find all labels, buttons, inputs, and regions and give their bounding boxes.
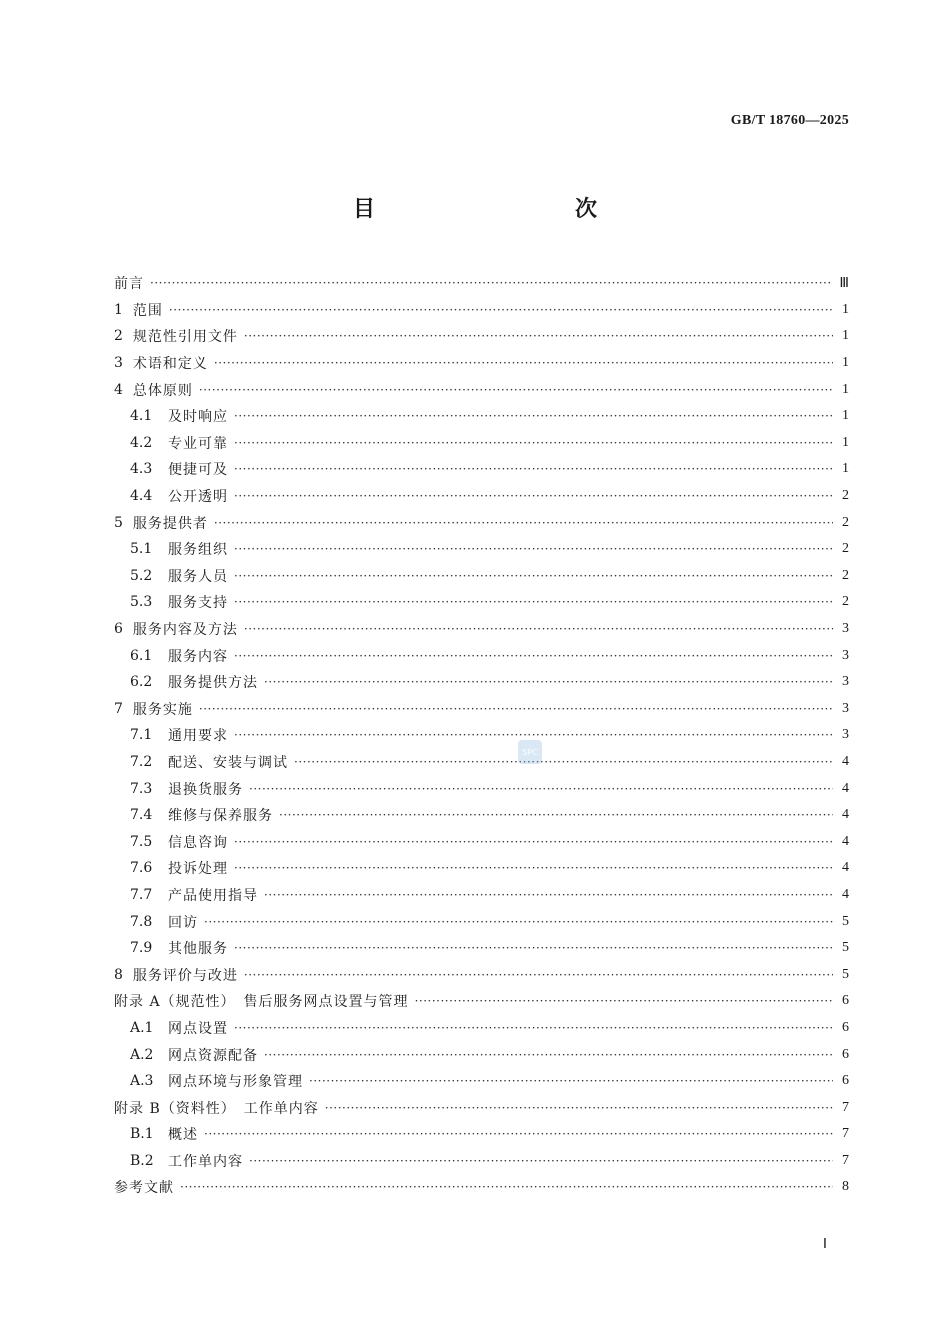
toc-dot-leader bbox=[244, 968, 833, 982]
toc-entry-number: B.2 bbox=[130, 1152, 154, 1169]
toc-entry[interactable] bbox=[114, 536, 849, 563]
toc-entry-number: 7.4 bbox=[130, 807, 153, 824]
toc-entry-label: 服务提供方法 bbox=[168, 675, 258, 692]
toc-entry-label: 及时响应 bbox=[168, 409, 228, 426]
toc-entry-number: 7.5 bbox=[130, 833, 153, 850]
toc-entry-page: 1 bbox=[842, 355, 849, 371]
toc-entry-page: 5 bbox=[842, 966, 849, 982]
toc-entry-number: 5.2 bbox=[130, 567, 153, 584]
toc-entry-number: 7.3 bbox=[130, 780, 153, 797]
toc-entry[interactable] bbox=[114, 456, 849, 483]
toc-entry-page: 6 bbox=[842, 1073, 849, 1089]
table-of-contents bbox=[114, 270, 849, 1201]
standard-code: GB/T 18760—2025 bbox=[730, 113, 849, 128]
toc-entry-page: 1 bbox=[842, 461, 849, 477]
toc-entry[interactable] bbox=[114, 669, 849, 696]
toc-dot-leader bbox=[234, 489, 833, 503]
toc-entry-page: 1 bbox=[842, 434, 849, 450]
toc-entry[interactable] bbox=[114, 1015, 849, 1042]
toc-dot-leader bbox=[199, 702, 833, 716]
toc-entry-number: 3 bbox=[114, 355, 123, 372]
toc-dot-leader bbox=[234, 409, 833, 423]
watermark-logo: SPC bbox=[518, 740, 542, 764]
toc-entry[interactable] bbox=[114, 961, 849, 988]
toc-entry-page: 1 bbox=[842, 328, 849, 344]
toc-entry-number: 7 bbox=[114, 700, 123, 717]
toc-entry-page: 3 bbox=[842, 727, 849, 743]
toc-dot-leader bbox=[180, 1180, 833, 1194]
toc-entry[interactable] bbox=[114, 802, 849, 829]
toc-entry-page: 3 bbox=[842, 674, 849, 690]
toc-entry-number: B.1 bbox=[130, 1126, 154, 1143]
toc-entry[interactable] bbox=[114, 563, 849, 590]
page-title: 目 次 bbox=[352, 196, 649, 222]
toc-entry-page: 4 bbox=[842, 780, 849, 796]
toc-entry-label: 服务支持 bbox=[168, 595, 228, 612]
toc-entry[interactable] bbox=[114, 589, 849, 616]
toc-entry[interactable] bbox=[114, 616, 849, 643]
toc-entry-number: 6.2 bbox=[130, 674, 153, 691]
toc-entry-label: 服务提供者 bbox=[132, 515, 208, 532]
toc-entry-number: 7.9 bbox=[130, 940, 153, 957]
toc-entry-page: 4 bbox=[842, 860, 849, 876]
toc-entry-number: 2 bbox=[114, 328, 123, 345]
toc-entry-number: 4.2 bbox=[130, 434, 153, 451]
toc-entry-label: 服务内容 bbox=[168, 648, 228, 665]
toc-entry-label: 投诉处理 bbox=[168, 861, 228, 878]
toc-entry[interactable] bbox=[114, 1094, 849, 1121]
toc-dot-leader bbox=[150, 276, 833, 290]
toc-entry-number: 1 bbox=[114, 301, 123, 318]
toc-entry-label: 前言 bbox=[114, 276, 144, 293]
toc-dot-leader bbox=[214, 356, 833, 370]
toc-dot-leader bbox=[309, 1074, 833, 1088]
toc-dot-leader bbox=[325, 1101, 833, 1115]
toc-dot-leader bbox=[234, 861, 833, 875]
toc-entry-label: 规范性引用文件 bbox=[132, 329, 238, 346]
toc-entry-page: 6 bbox=[842, 1019, 849, 1035]
toc-entry-page: 7 bbox=[842, 1099, 849, 1115]
toc-entry-label: 服务评价与改进 bbox=[132, 967, 238, 984]
toc-entry-page: 2 bbox=[842, 488, 849, 504]
toc-entry-label: 通用要求 bbox=[168, 728, 228, 745]
toc-dot-leader bbox=[244, 622, 833, 636]
toc-entry-number: 7.2 bbox=[130, 753, 153, 770]
toc-entry-page: 3 bbox=[842, 621, 849, 637]
toc-entry[interactable] bbox=[114, 1068, 849, 1095]
toc-entry-label: 维修与保养服务 bbox=[168, 808, 273, 825]
toc-entry-page: 8 bbox=[842, 1179, 849, 1195]
toc-dot-leader bbox=[234, 835, 833, 849]
toc-entry-page: 2 bbox=[842, 594, 849, 610]
toc-entry-number: 4 bbox=[114, 381, 123, 398]
toc-entry-page: 4 bbox=[842, 807, 849, 823]
toc-entry[interactable] bbox=[114, 1148, 849, 1175]
toc-entry[interactable] bbox=[114, 855, 849, 882]
toc-entry-page: 4 bbox=[842, 833, 849, 849]
toc-entry[interactable] bbox=[114, 828, 849, 855]
toc-entry[interactable] bbox=[114, 722, 849, 749]
toc-entry-label: 工作单内容 bbox=[168, 1153, 243, 1170]
toc-dot-leader bbox=[264, 675, 833, 689]
toc-dot-leader bbox=[234, 941, 833, 955]
toc-entry-page: 1 bbox=[842, 381, 849, 397]
toc-entry-number: 4.1 bbox=[130, 408, 153, 425]
toc-entry-page: 1 bbox=[842, 408, 849, 424]
toc-entry-page: 6 bbox=[842, 993, 849, 1009]
toc-entry-page: 7 bbox=[842, 1126, 849, 1142]
toc-entry-label: 概述 bbox=[168, 1127, 198, 1144]
toc-entry-number: 6.1 bbox=[130, 647, 153, 664]
toc-dot-leader bbox=[244, 329, 833, 343]
toc-entry-label: 退换货服务 bbox=[168, 781, 243, 798]
toc-entry-label: 服务组织 bbox=[168, 542, 228, 559]
toc-entry-label: 服务内容及方法 bbox=[132, 622, 238, 639]
toc-entry-page: 5 bbox=[842, 940, 849, 956]
toc-entry-label: 配送、安装与调试 bbox=[168, 754, 288, 771]
toc-dot-leader bbox=[204, 1127, 833, 1141]
toc-dot-leader bbox=[199, 383, 833, 397]
toc-entry[interactable] bbox=[114, 323, 849, 350]
toc-entry-number: A.3 bbox=[130, 1073, 154, 1090]
toc-dot-leader bbox=[214, 516, 833, 530]
toc-entry-page: 3 bbox=[842, 647, 849, 663]
toc-entry-label: 参考文献 bbox=[114, 1180, 174, 1197]
toc-entry-page: 7 bbox=[842, 1152, 849, 1168]
toc-entry[interactable] bbox=[114, 403, 849, 430]
toc-entry[interactable] bbox=[114, 483, 849, 510]
page-number: Ⅰ bbox=[822, 1237, 827, 1252]
toc-entry-number: 5.3 bbox=[130, 594, 153, 611]
toc-entry-label: 总体原则 bbox=[132, 382, 193, 399]
toc-entry[interactable] bbox=[114, 430, 849, 457]
toc-entry-label: 信息咨询 bbox=[168, 834, 228, 851]
toc-entry-number: 7.6 bbox=[130, 860, 153, 877]
toc-entry[interactable] bbox=[114, 350, 849, 377]
toc-entry-label: 产品使用指导 bbox=[168, 887, 258, 904]
toc-entry-label: 其他服务 bbox=[168, 941, 228, 958]
toc-entry[interactable] bbox=[114, 642, 849, 669]
toc-entry-label: 附录 A（规范性） 售后服务网点设置与管理 bbox=[114, 994, 409, 1011]
toc-entry[interactable] bbox=[114, 1041, 849, 1068]
toc-entry-page: 6 bbox=[842, 1046, 849, 1062]
toc-entry[interactable] bbox=[114, 297, 849, 324]
toc-entry-number: 7.8 bbox=[130, 913, 153, 930]
toc-entry-label: 服务实施 bbox=[132, 701, 193, 718]
toc-entry[interactable] bbox=[114, 270, 849, 297]
toc-entry-number: 5 bbox=[114, 514, 123, 531]
toc-entry[interactable] bbox=[114, 882, 849, 909]
toc-dot-leader bbox=[234, 595, 833, 609]
toc-entry-number: A.2 bbox=[130, 1046, 154, 1063]
toc-entry[interactable] bbox=[114, 376, 849, 403]
toc-dot-leader bbox=[294, 755, 833, 769]
toc-dot-leader bbox=[234, 542, 833, 556]
toc-dot-leader bbox=[249, 782, 833, 796]
toc-entry-label: 术语和定义 bbox=[132, 356, 208, 373]
toc-entry-number: A.1 bbox=[130, 1019, 154, 1036]
toc-dot-leader bbox=[279, 808, 833, 822]
toc-dot-leader bbox=[234, 462, 833, 476]
toc-dot-leader bbox=[234, 569, 833, 583]
toc-entry[interactable] bbox=[114, 908, 849, 935]
toc-entry[interactable] bbox=[114, 509, 849, 536]
toc-entry[interactable] bbox=[114, 749, 849, 776]
toc-entry[interactable] bbox=[114, 935, 849, 962]
toc-dot-leader bbox=[234, 649, 833, 663]
toc-entry-number: 7.7 bbox=[130, 886, 153, 903]
toc-dot-leader bbox=[169, 303, 833, 317]
toc-entry-page: 2 bbox=[842, 514, 849, 530]
toc-entry-label: 网点设置 bbox=[168, 1020, 228, 1037]
toc-entry-number: 4.4 bbox=[130, 488, 153, 505]
toc-entry-number: 8 bbox=[114, 966, 123, 983]
toc-entry-label: 便捷可及 bbox=[168, 462, 228, 479]
toc-dot-leader bbox=[264, 1048, 833, 1062]
toc-entry-page: 2 bbox=[842, 567, 849, 583]
toc-entry-label: 服务人员 bbox=[168, 568, 228, 585]
toc-dot-leader bbox=[249, 1154, 833, 1168]
toc-entry-page: 4 bbox=[842, 886, 849, 902]
toc-entry-page: 4 bbox=[842, 753, 849, 769]
toc-entry-label: 网点资源配备 bbox=[168, 1047, 258, 1064]
toc-dot-leader bbox=[204, 915, 833, 929]
toc-entry-label: 网点环境与形象管理 bbox=[168, 1074, 303, 1091]
toc-entry-page: 5 bbox=[842, 913, 849, 929]
toc-dot-leader bbox=[234, 1021, 833, 1035]
toc-entry-number: 5.1 bbox=[130, 541, 153, 558]
toc-entry[interactable] bbox=[114, 696, 849, 723]
toc-entry-label: 附录 B（资料性） 工作单内容 bbox=[114, 1100, 319, 1117]
toc-entry-page: 1 bbox=[842, 301, 849, 317]
toc-entry-label: 专业可靠 bbox=[168, 435, 228, 452]
toc-entry[interactable] bbox=[114, 1174, 849, 1201]
toc-entry-number: 4.3 bbox=[130, 461, 153, 478]
toc-entry[interactable] bbox=[114, 988, 849, 1015]
toc-entry-page: 3 bbox=[842, 700, 849, 716]
toc-entry-page: 2 bbox=[842, 541, 849, 557]
toc-entry-page: Ⅲ bbox=[839, 275, 849, 291]
toc-entry[interactable] bbox=[114, 1121, 849, 1148]
toc-dot-leader bbox=[415, 994, 833, 1008]
toc-dot-leader bbox=[264, 888, 833, 902]
toc-entry-number: 7.1 bbox=[130, 727, 153, 744]
toc-entry[interactable] bbox=[114, 775, 849, 802]
toc-entry-number: 6 bbox=[114, 621, 123, 638]
toc-entry-label: 范围 bbox=[132, 302, 163, 319]
toc-dot-leader bbox=[234, 436, 833, 450]
toc-entry-label: 回访 bbox=[168, 914, 198, 931]
toc-entry-label: 公开透明 bbox=[168, 489, 228, 506]
